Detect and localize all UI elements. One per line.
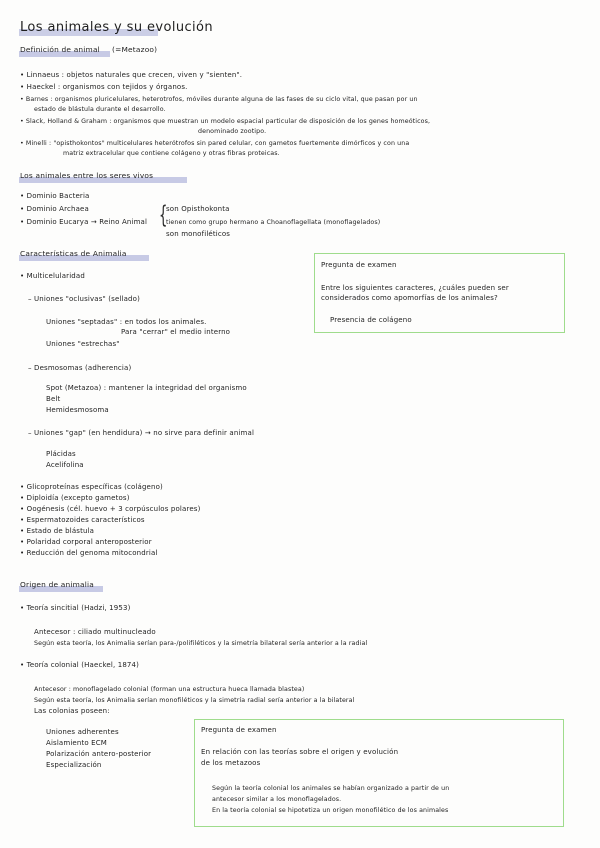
teoria-colonial: • Teoría colonial (Haeckel, 1874)	[20, 661, 140, 669]
uniones-oclusivas: – Uniones "oclusivas" (sellado)	[28, 295, 140, 303]
brace-icon: {	[159, 201, 168, 229]
desmosoma-belt: Belt	[46, 395, 61, 403]
def-linnaeus: • Linnaeus : objetos naturales que crecen, viven y "sienten".	[20, 71, 243, 79]
exam-question-text: Entre los siguientes caracteres, ¿cuáles pueden ser	[321, 284, 509, 292]
dominio-archaea: • Dominio Archaea	[20, 205, 89, 213]
def-minelli: • Minelli : "opisthokontos" multicelulares heterótrofos sin pared celular, con gametos fuertemente dimórficos y con una	[20, 140, 410, 147]
exam-question-text-cont: considerados como apomorfías de los animales?	[321, 294, 498, 302]
exam-question-answer: Presencia de colágeno	[330, 316, 412, 324]
page-title: Los animales y su evolución	[20, 20, 214, 35]
brace-item-opisthokonta: son Opisthokonta	[166, 205, 230, 213]
def-slack-cont: denominado zootipo.	[198, 128, 267, 135]
definicion-heading: Definición de animal	[20, 45, 100, 54]
car-polaridad: • Polaridad corporal anteroposterior	[20, 538, 152, 546]
brace-item-choanoflagellata: tienen como grupo hermano a Choanoflagellata (monoflagelados)	[166, 219, 381, 226]
poseen-aislamiento: Aislamiento ECM	[46, 739, 107, 747]
hemidesmosoma: Hemidesmosoma	[46, 406, 109, 414]
entre-seres-heading: Los animales entre los seres vivos	[20, 171, 154, 180]
colonial-teoria: Según esta teoría, los Animalia serían monofiléticos y la simetría radial sería anterior a la bilateral	[34, 697, 355, 704]
uniones-septadas: Uniones "septadas" : en todos los animales.	[46, 318, 207, 326]
exam-question-title: Pregunta de examen	[321, 261, 397, 269]
gap-placidas: Plácidas	[46, 450, 76, 458]
brace-item-monofileticos: son monofiléticos	[166, 230, 231, 238]
car-genoma-mitocondrial: • Reducción del genoma mitocondrial	[20, 549, 158, 557]
dominio-eucarya: • Dominio Eucarya → Reino Animal	[20, 218, 148, 226]
def-haeckel: • Haeckel : organismos con tejidos y órganos.	[20, 83, 188, 91]
poseen-especializacion: Especialización	[46, 761, 102, 769]
uniones-gap: – Uniones "gap" (en hendidura) → no sirve para definir animal	[28, 429, 255, 437]
car-oogenesis: • Oogénesis (cél. huevo + 3 corpúsculos polares)	[20, 505, 201, 513]
exam-question-2-title: Pregunta de examen	[201, 726, 277, 734]
car-diploidia: • Diploidía (excepto gametos)	[20, 494, 130, 502]
car-espermatozoides: • Espermatozoides característicos	[20, 516, 145, 524]
dominio-bacteria: • Dominio Bacteria	[20, 192, 90, 200]
poseen-uniones: Uniones adherentes	[46, 728, 119, 736]
poseen-polarizacion: Polarización antero-posterior	[46, 750, 152, 758]
car-blastula: • Estado de blástula	[20, 527, 95, 535]
colonias-poseen: Las colonias poseen:	[34, 707, 110, 715]
desmosomas: – Desmosomas (adherencia)	[28, 364, 132, 372]
multicelularidad: • Multicelularidad	[20, 272, 85, 280]
uniones-estrechas: Uniones "estrechas"	[46, 340, 120, 348]
car-glicoproteinas: • Glicoproteínas específicas (colágeno)	[20, 483, 163, 491]
def-barnes-cont: estado de blástula durante el desarrollo.	[34, 106, 166, 113]
sincitial-teoria: Según esta teoría, los Animalia serían para-/polifiléticos y la simetría bilateral sería anterior a la radial	[34, 640, 368, 647]
desmosoma-spot: Spot (Metazoa) : mantener la integridad del organismo	[46, 384, 247, 392]
exam-question-2-text: En relación con las teorías sobre el origen y evolución	[201, 748, 399, 756]
exam-question-2-text-cont: de los metazoos	[201, 759, 261, 767]
exam-question-2-answer-2: En la teoría colonial se hipotetiza un origen monofilético de los animales	[212, 807, 449, 814]
colonial-antecesor: Antecesor : monoflagelado colonial (forman una estructura hueca llamada blastea)	[34, 686, 305, 693]
definicion-heading-note: (=Metazoo)	[112, 45, 158, 54]
gap-acelifolina: Acelifolina	[46, 461, 84, 469]
caracteristicas-heading: Características de Animalia	[20, 249, 127, 258]
def-slack: • Slack, Holland & Graham : organismos que muestran un modelo espacial particular de disposición de los genes homeóticos,	[20, 118, 431, 125]
exam-question-2-answer-1: Según la teoría colonial los animales se habían organizado a partir de un	[212, 785, 450, 792]
exam-question-2-answer-1-cont: antecesor similar a los monoflagelados.	[212, 796, 342, 803]
uniones-septadas-cont: Para "cerrar" el medio interno	[121, 328, 231, 336]
sincitial-antecesor: Antecesor : ciliado multinucleado	[34, 628, 156, 636]
teoria-sincitial: • Teoría sincitial (Hadzi, 1953)	[20, 604, 131, 612]
def-minelli-cont: matriz extracelular que contiene colágeno y otras fibras proteicas.	[63, 150, 280, 157]
def-barnes: • Barnes : organismos pluricelulares, heterotrofos, móviles durante alguna de las fases de su ciclo vital, que pasan por un	[20, 96, 418, 103]
origen-heading: Origen de animalia	[20, 580, 94, 589]
